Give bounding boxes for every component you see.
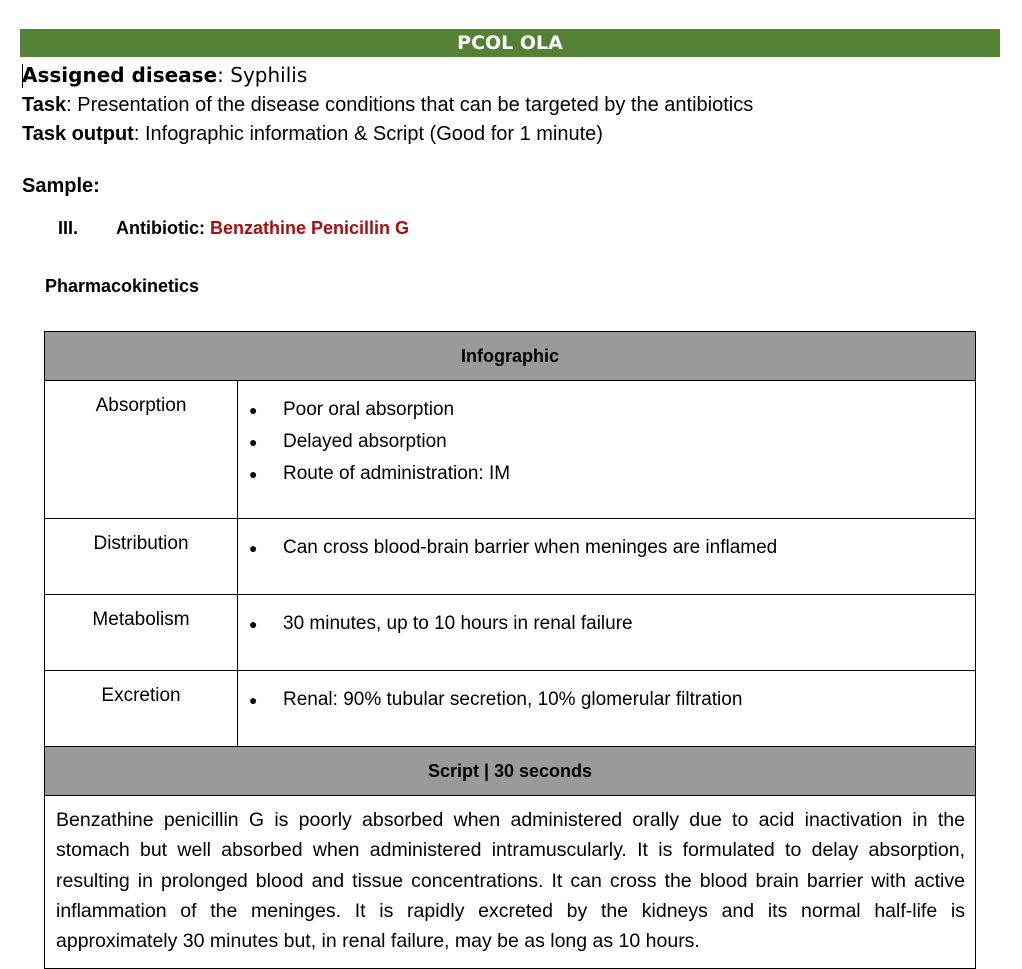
- assigned-disease-value: : Syphilis: [217, 63, 308, 87]
- section-numeral: III.: [58, 218, 79, 238]
- sample-heading: Sample:: [22, 175, 100, 197]
- task-output-line: [22, 123, 603, 146]
- table-row: [45, 595, 976, 671]
- list-item: ● Can cross blood-brain barrier when meninges are inflamed: [238, 532, 975, 564]
- list-item: ● Renal: 90% tubular secretion, 10% glomerular filtration: [238, 684, 975, 716]
- table-row: [45, 519, 976, 595]
- assigned-disease-line: [22, 63, 307, 87]
- assigned-disease-label: Assigned disease: [22, 63, 218, 87]
- antibiotic-label: Antibiotic:: [116, 218, 210, 238]
- task-value: : Presentation of the disease conditions that can be targeted by the antibiotics: [66, 94, 754, 116]
- task-label: Task: [22, 94, 67, 116]
- page-banner: PCOL OLA: [20, 29, 1000, 57]
- list-item: ● Poor oral absorption: [238, 394, 975, 426]
- infographic-header-row: [45, 332, 976, 381]
- row-label: Distribution: [45, 519, 238, 595]
- pharmacokinetics-heading: Pharmacokinetics: [45, 276, 200, 296]
- task-output-value: : Infographic information & Script (Good for 1 minute): [133, 123, 603, 145]
- script-header: Script | 30 seconds: [45, 747, 976, 796]
- list-item: ● Delayed absorption: [238, 426, 975, 458]
- section-heading: [58, 218, 409, 239]
- row-items: [238, 595, 976, 671]
- row-items: [238, 519, 976, 595]
- row-label: Excretion: [45, 671, 238, 747]
- script-text: Benzathine penicillin G is poorly absorbed when administered orally due to acid inactivation in the stomach but well absorbed when administered intramuscularly. It is formulated to delay absorption, resulting in prolonged blood and tissue concentrations. It can cross the blood brain barrier with active inflammation of the meninges. It is rapidly excreted by the kidneys and its normal half-life is approximately 30 minutes but, in renal failure, may be as long as 10 hours.: [45, 796, 976, 969]
- list-item: ● 30 minutes, up to 10 hours in renal failure: [238, 608, 975, 640]
- task-output-label: Task output: [22, 123, 134, 145]
- infographic-header: Infographic: [45, 332, 976, 381]
- script-header-row: [45, 747, 976, 796]
- antibiotic-name: Benzathine Penicillin G: [209, 218, 410, 238]
- row-label: Absorption: [45, 381, 238, 519]
- row-items: [238, 671, 976, 747]
- row-items: [238, 381, 976, 519]
- list-item: ● Route of administration: IM: [238, 458, 975, 490]
- script-row: [45, 796, 976, 969]
- task-line: [22, 94, 753, 117]
- infographic-table: [44, 331, 976, 969]
- table-row: [45, 381, 976, 519]
- table-row: [45, 671, 976, 747]
- row-label: Metabolism: [45, 595, 238, 671]
